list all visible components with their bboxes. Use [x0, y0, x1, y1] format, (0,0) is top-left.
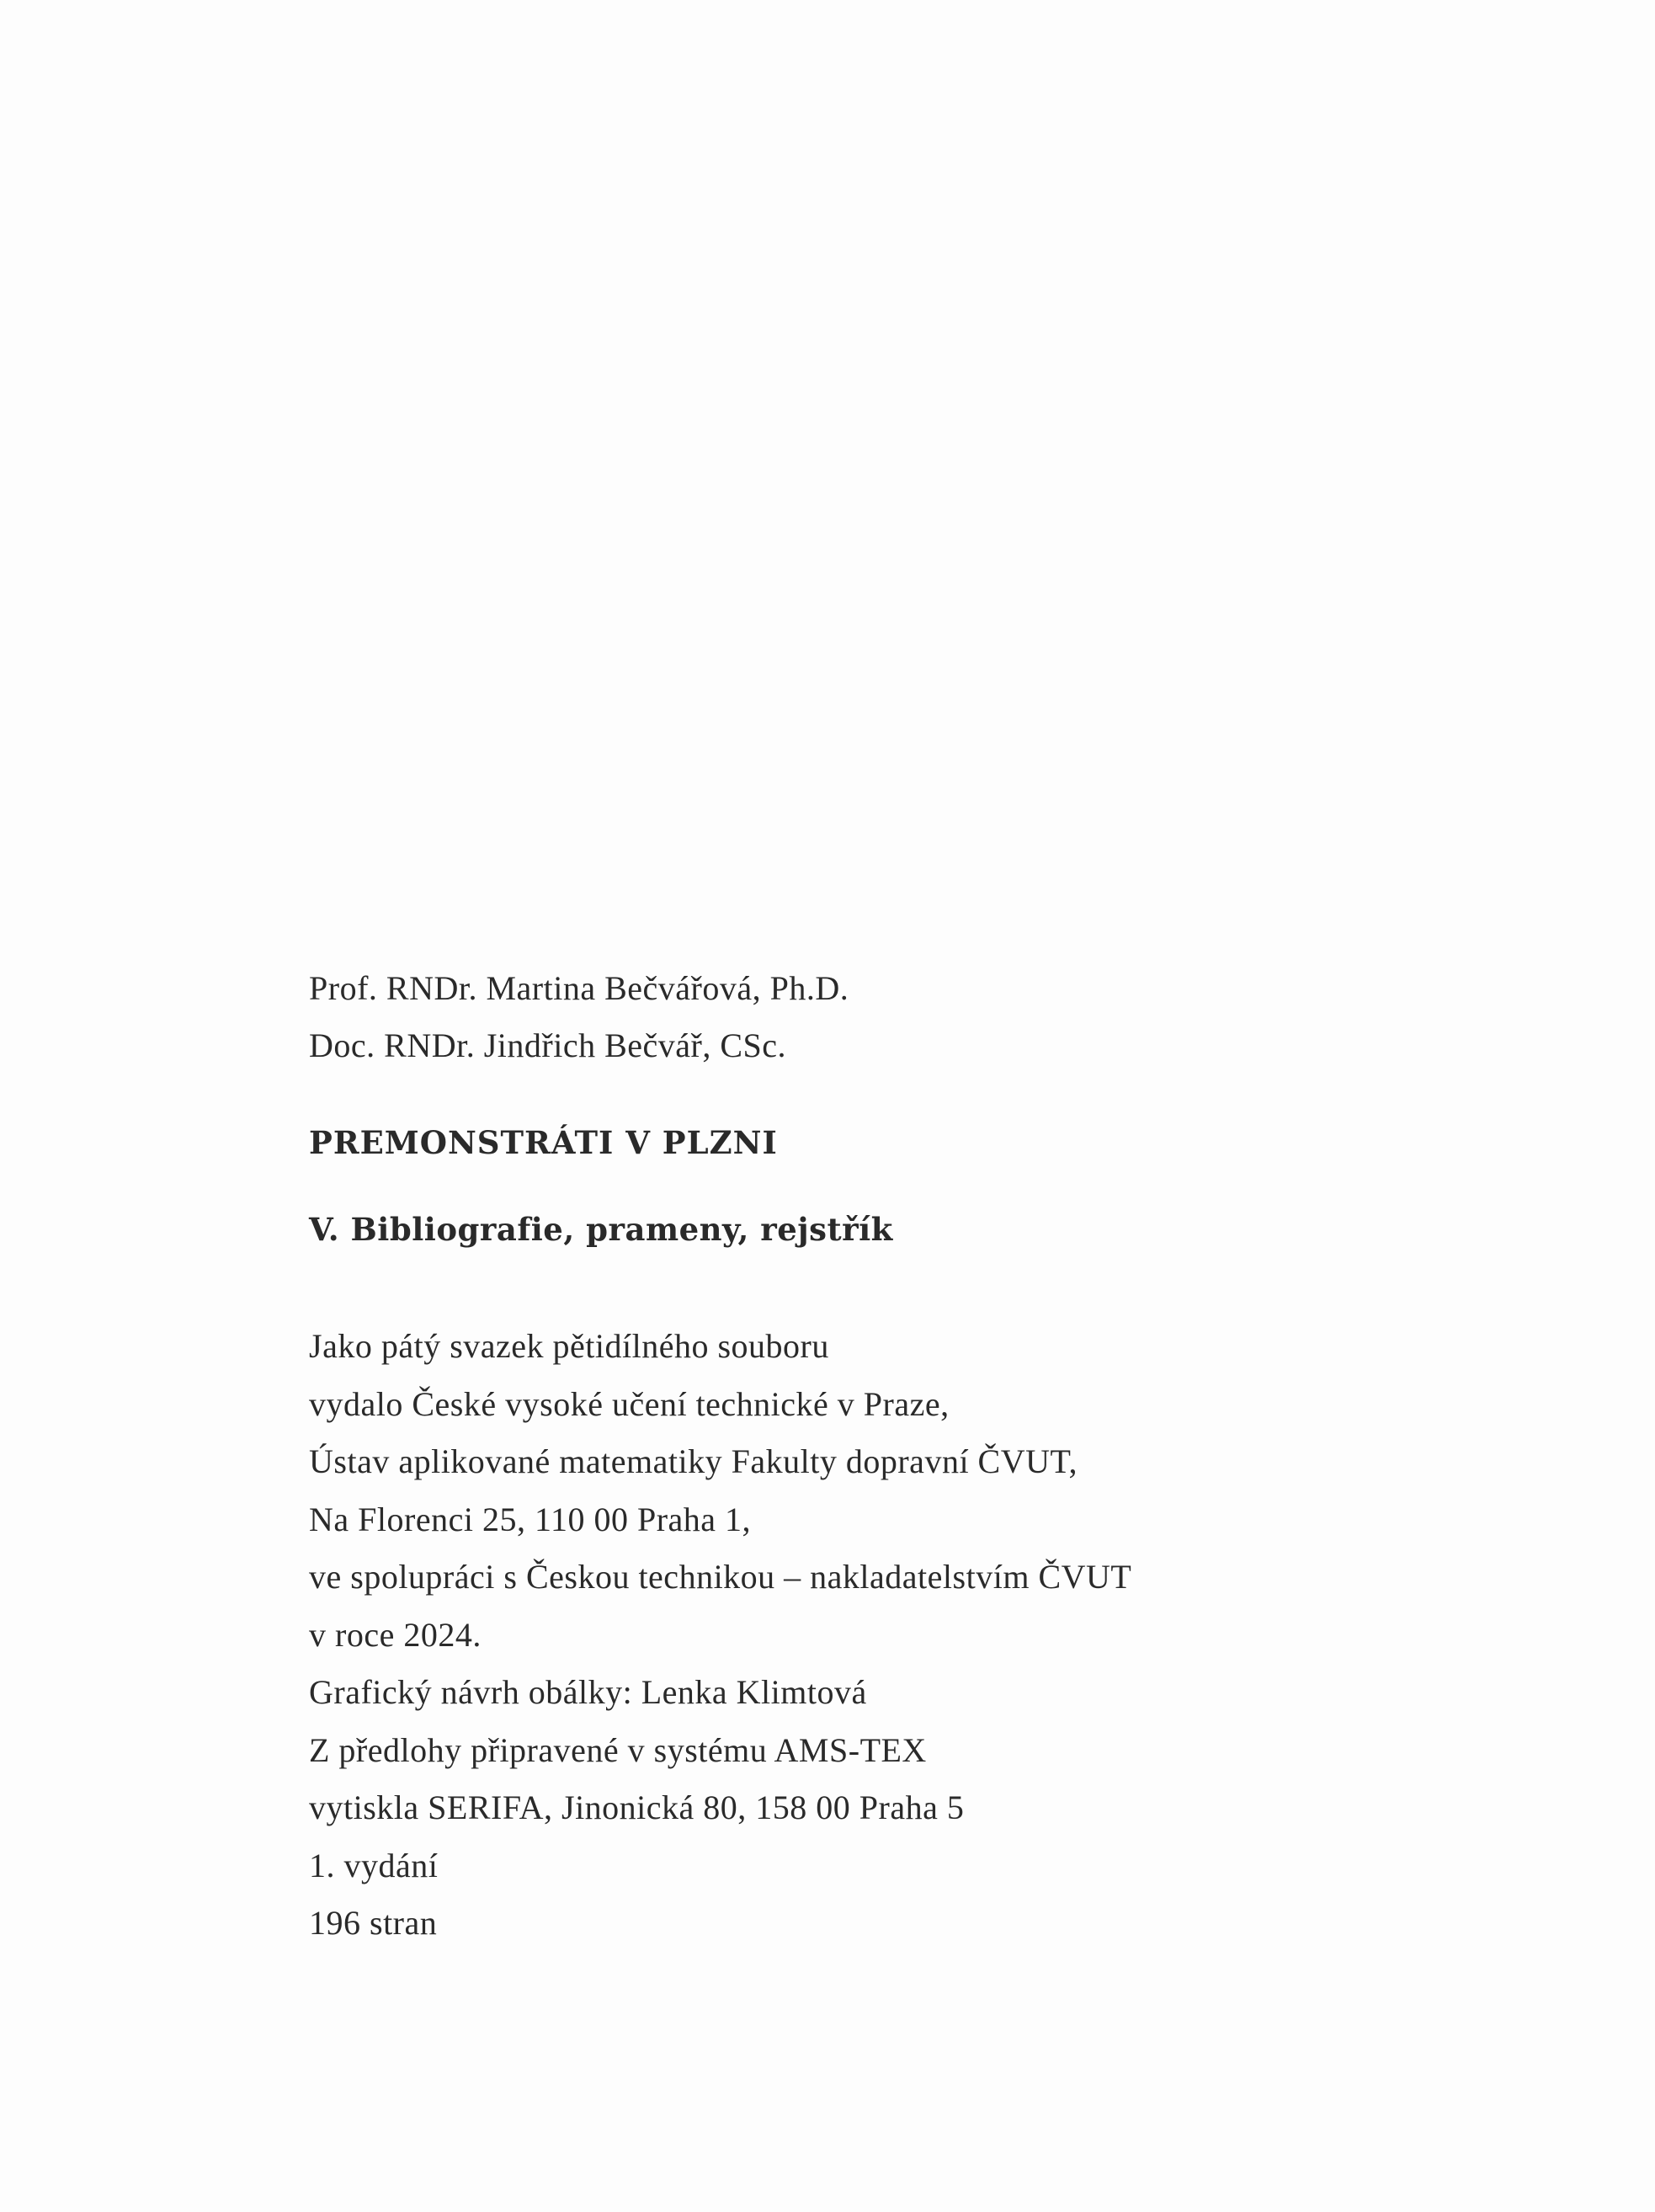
colophon-line: vydalo České vysoké učení technické v Praze, [309, 1384, 950, 1423]
colophon-line: vytiskla SERIFA, Jinonická 80, 158 00 Praha 5 [309, 1788, 965, 1826]
imprint-block [309, 960, 1403, 1953]
colophon-line: Z předlohy připravené v systému AMS-TEX [309, 1730, 927, 1769]
book-title: PREMONSTRÁTI V PLZNI [309, 1124, 778, 1161]
authors [309, 960, 1403, 1074]
title-block [309, 1115, 1403, 1257]
colophon-line: v roce 2024. [309, 1615, 482, 1654]
colophon-line: Na Florenci 25, 110 00 Praha 1, [309, 1500, 752, 1538]
colophon-line: Ústav aplikované matematiky Fakulty dopravní ČVUT, [309, 1442, 1078, 1480]
colophon-line: 196 stran [309, 1904, 438, 1942]
colophon [309, 1318, 1403, 1953]
book-subtitle: V. Bibliografie, prameny, rejstřík [309, 1211, 893, 1248]
colophon-line: Grafický návrh obálky: Lenka Klimtová [309, 1673, 867, 1711]
colophon-line: Jako pátý svazek pětidílného souboru [309, 1327, 829, 1365]
author-line: Prof. RNDr. Martina Bečvářová, Ph.D. [309, 969, 849, 1007]
author-line: Doc. RNDr. Jindřich Bečvář, CSc. [309, 1026, 787, 1064]
colophon-line: 1. vydání [309, 1846, 439, 1884]
colophon-line: ve spolupráci s Českou technikou – nakladatelstvím ČVUT [309, 1558, 1132, 1596]
